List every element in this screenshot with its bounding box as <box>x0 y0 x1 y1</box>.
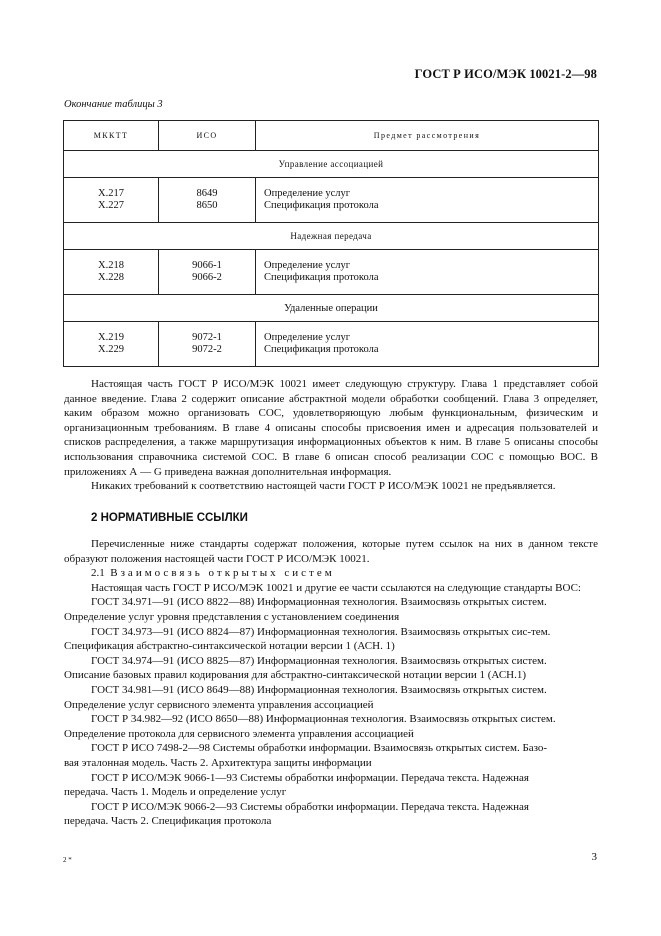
iso-code: 8649 <box>196 188 218 199</box>
reference-entry: ГОСТ 34.973—91 (ИСО 8824—87) Информационная технология. Взаимосвязь открытых сис-тем. <box>91 625 551 638</box>
subsection-title: Взаимосвязь открытых систем <box>110 567 335 580</box>
ccitt-cell <box>64 250 159 295</box>
document-header-id: ГОСТ Р ИСО/МЭК 10021-2—98 <box>414 67 597 81</box>
intro-paragraph: Никаких требований к соответствию настоящей части ГОСТ Р ИСО/МЭК 10021 не предъявляется. <box>91 480 556 493</box>
reference-entry-continuation: Спецификация абстрактно-синтаксической нотации версии 1 (АСН. 1) <box>64 640 395 653</box>
iso-cell <box>159 178 256 223</box>
reference-entry-continuation: Описание базовых правил кодирования для абстрактно-синтаксической нотации версии 1 (АСН.1) <box>64 669 527 682</box>
subject-text: Спецификация протокола <box>264 200 379 211</box>
reference-entry-continuation: Определение услуг уровня представления с установлением соединения <box>64 610 400 623</box>
ccitt-code: X.229 <box>98 344 124 355</box>
subject-text: Спецификация протокола <box>264 272 379 283</box>
subject-text: Определение услуг <box>264 332 351 343</box>
section-title: Надежная передача <box>64 223 599 250</box>
intro-text <box>64 377 598 494</box>
iso-code: 9066-2 <box>192 272 222 283</box>
subject-cell <box>256 178 599 223</box>
ccitt-code: X.228 <box>98 272 124 283</box>
table-header-row <box>64 121 599 151</box>
ccitt-cell <box>64 322 159 367</box>
table-row <box>64 322 599 367</box>
footer-print-mark: 2 * <box>63 856 72 864</box>
table-section-row <box>64 295 599 322</box>
ccitt-code: X.219 <box>98 332 124 343</box>
reference-entry: ГОСТ Р ИСО/МЭК 9066-1—93 Системы обработки информации. Передача текста. Надежная <box>91 771 529 784</box>
section-title: Удаленные операции <box>64 295 599 322</box>
subject-text: Определение услуг <box>264 188 351 199</box>
reference-entry-continuation: Определение протокола для сервисного элемента управления ассоциацией <box>64 727 414 740</box>
table-row <box>64 178 599 223</box>
column-header-ccitt: МККТТ <box>64 121 159 151</box>
section-paragraph: Перечисленные ниже стандарты содержат положения, которые путем ссылок на них в данном тексте образуют положения настоящей части ГОСТ Р ИСО/МЭК 10021. <box>64 538 598 565</box>
column-header-subject: Предмет рассмотрения <box>256 121 599 151</box>
reference-entry: ГОСТ Р ИСО 7498-2—98 Системы обработки информации. Взаимосвязь открытых систем. Базо- <box>91 742 548 755</box>
table-caption: Окончание таблицы 3 <box>64 99 163 110</box>
ccitt-code: X.217 <box>98 188 124 199</box>
subject-cell <box>256 322 599 367</box>
iso-code: 9066-1 <box>192 260 222 271</box>
column-header-iso: ИСО <box>159 121 256 151</box>
table-section-row <box>64 223 599 250</box>
subject-text: Определение услуг <box>264 260 351 271</box>
iso-cell <box>159 250 256 295</box>
reference-entry: ГОСТ Р 34.982—92 (ИСО 8650—88) Информационная технология. Взаимосвязь открытых систем. <box>91 713 556 726</box>
subject-text: Спецификация протокола <box>264 344 379 355</box>
reference-entry-continuation: передача. Часть 2. Спецификация протокола <box>64 815 272 828</box>
reference-entry-continuation: вая эталонная модель. Часть 2. Архитектура защиты информации <box>64 756 372 769</box>
iso-code: 9072-2 <box>192 344 222 355</box>
ccitt-code: X.227 <box>98 200 124 211</box>
reference-entry-continuation: передача. Часть 1. Модель и определение услуг <box>64 786 287 799</box>
iso-cell <box>159 322 256 367</box>
reference-entry: ГОСТ 34.971—91 (ИСО 8822—88) Информационная технология. Взаимосвязь открытых систем. <box>91 596 547 609</box>
subsection-number: 2.1 <box>91 567 105 580</box>
table-section-row <box>64 151 599 178</box>
ccitt-code: X.218 <box>98 260 124 271</box>
table-row <box>64 250 599 295</box>
section-title: Управление ассоциацией <box>64 151 599 178</box>
section2-text <box>64 537 598 829</box>
standards-table <box>63 120 599 367</box>
reference-entry-continuation: Определение услуг сервисного элемента управления ассоциацией <box>64 698 374 711</box>
subsection-heading <box>64 566 598 581</box>
intro-paragraph: Настоящая часть ГОСТ Р ИСО/МЭК 10021 имеет следующую структуру. Глава 1 представляет собой данное введение. Глава 2 содержит описание абстрактной модели обработки сообщений. Глава 3 определяет, каким образом можно организовать СОС, удовлетворяющую любым функциональным, физическим и организационным требованиям. В главе 4 описаны способы присвоения имен и адресация пользователей и списков распределения, а также маршрутизация информационных объектов к ним. В главе 5 описаны способы использования справочника системой СОС. В главе 6 описан способ реализации СОС с помощью ВОС. В приложениях А — G приведена важная дополнительная информация. <box>64 378 598 478</box>
subject-cell <box>256 250 599 295</box>
reference-entry: ГОСТ Р ИСО/МЭК 9066-2—93 Системы обработки информации. Передача текста. Надежная <box>91 800 529 813</box>
ccitt-cell <box>64 178 159 223</box>
page-number: 3 <box>591 851 597 863</box>
iso-code: 8650 <box>196 200 218 211</box>
reference-entry: ГОСТ 34.974—91 (ИСО 8825—87) Информационная технология. Взаимосвязь открытых систем. <box>91 654 547 667</box>
section-paragraph: Настоящая часть ГОСТ Р ИСО/МЭК 10021 и другие ее части ссылаются на следующие стандарты ВОС: <box>91 581 581 594</box>
reference-entry: ГОСТ 34.981—91 (ИСО 8649—88) Информационная технология. Взаимосвязь открытых систем. <box>91 683 547 696</box>
iso-code: 9072-1 <box>192 332 222 343</box>
section-heading: 2 НОРМАТИВНЫЕ ССЫЛКИ <box>91 512 248 524</box>
